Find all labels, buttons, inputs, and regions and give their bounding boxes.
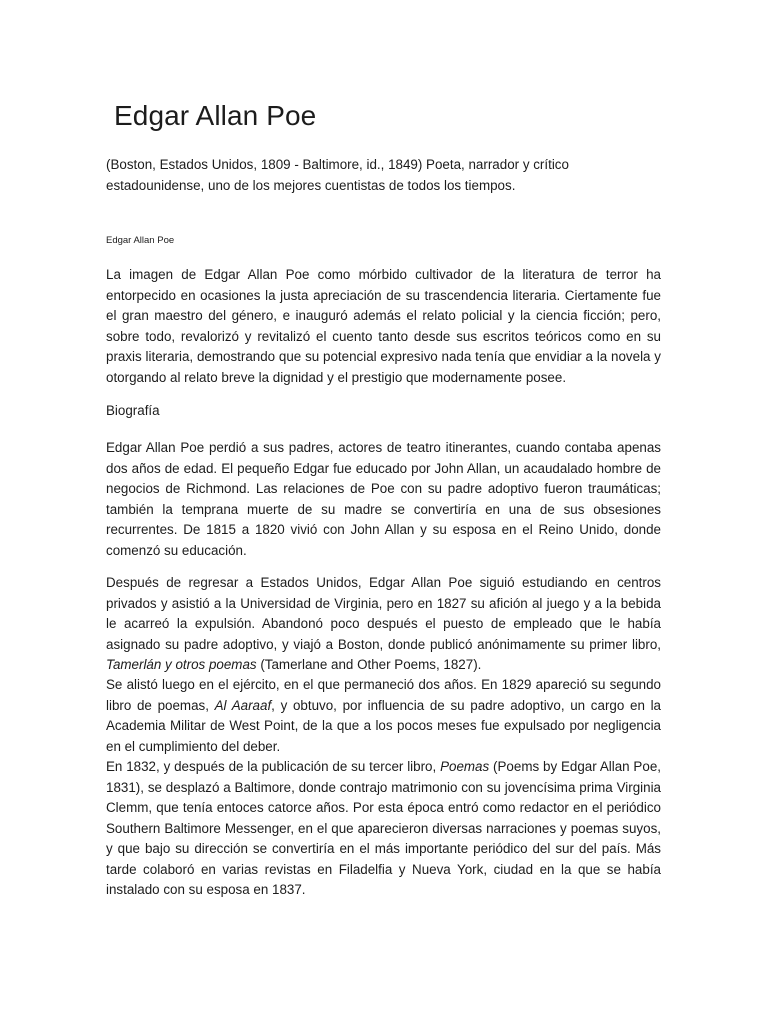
bio-paragraph-2-book-title: Tamerlán y otros poemas <box>106 657 257 672</box>
bio-paragraph-3-text-after: , y obtuvo, por influencia de su padre adoptivo, un cargo en la Academia Militar de West Point, de la que a los pocos meses fue expulsado por negligencia en el cumplimiento del deber. <box>106 697 661 754</box>
bio-paragraph-3-book-title: Al Aaraaf <box>214 697 272 713</box>
bio-paragraph-4-text-before: En 1832, y después de la publicación de su tercer libro, <box>106 759 441 774</box>
bio-paragraph-4 <box>106 757 661 901</box>
intro-paragraph: La imagen de Edgar Allan Poe como mórbido cultivador de la literatura de terror ha entorpecido en ocasiones la justa apreciación de su trascendencia literaria. Ciertamente fue el gran maestro del género, e inauguró además el relato policial y la ciencia ficción; pero, sobre todo, revalorizó y revitalizó el cuento tanto desde sus escritos teóricos como en su praxis literaria, demostrando que su potencial expresivo nada tenía que envidiar a la novela y otorgando al relato breve la dignidad y el prestigio que modernamente posee. <box>106 267 661 385</box>
page-title: Edgar Allan Poe <box>114 100 317 131</box>
subtitle-paragraph: (Boston, Estados Unidos, 1809 - Baltimore, id., 1849) Poeta, narrador y crítico estadounidense, uno de los mejores cuentistas de todos los tiempos. <box>106 157 569 193</box>
bio-paragraph-2 <box>106 573 661 676</box>
image-caption: Edgar Allan Poe <box>106 235 175 246</box>
bio-paragraph-1: Edgar Allan Poe perdió a sus padres, actores de teatro itinerantes, cuando contaba apenas dos años de edad. El pequeño Edgar fue educado por John Allan, un acaudalado hombre de negocios de Richmond. Las relaciones de Poe con su padre adoptivo fueron traumáticas; también la temprana muerte de su madre se convertiría en una de sus obsesiones recurrentes. De 1815 a 1820 vivió con John Allan y su esposa en el Reino Unido, donde comenzó su educación. <box>106 440 661 558</box>
section-heading: Biografía <box>106 403 160 418</box>
bio-paragraph-4-book-title: Poemas <box>440 759 490 774</box>
bio-paragraph-4-text-after: (Poems by Edgar Allan Poe, 1831), se desplazó a Baltimore, donde contrajo matrimonio con su jovencísima prima Virginia Clemm, que tenía entoces catorce años. Por esta época entró como redactor en el periódico Southern Baltimore Messenger, en el que aparecieron diversas narraciones y poemas suyos, y que bajo su dirección se convertiría en el más importante periódico del sur del país. Más tarde colaboró en varias revistas en Filadelfia y Nueva York, ciudad en la que se había instalado con su esposa en 1837. <box>106 759 661 897</box>
bio-paragraph-2-text-before: Después de regresar a Estados Unidos, Edgar Allan Poe siguió estudiando en centros privados y asistió a la Universidad de Virginia, pero en 1827 su afición al juego y a la bebida le acarreó la expulsión. Abandonó poco después el puesto de empleado que le había asignado su padre adoptivo, y viajó a Boston, donde publicó anónimamente su primer libro, <box>106 575 661 652</box>
bio-paragraph-3-text-before: Se alistó luego en el ejército, en el que permaneció dos años. En 1829 apareció su segundo libro de poemas, <box>106 677 661 713</box>
bio-paragraph-3 <box>106 675 661 757</box>
bio-paragraph-2-text-after: (Tamerlane and Other Poems, 1827). <box>256 657 482 672</box>
